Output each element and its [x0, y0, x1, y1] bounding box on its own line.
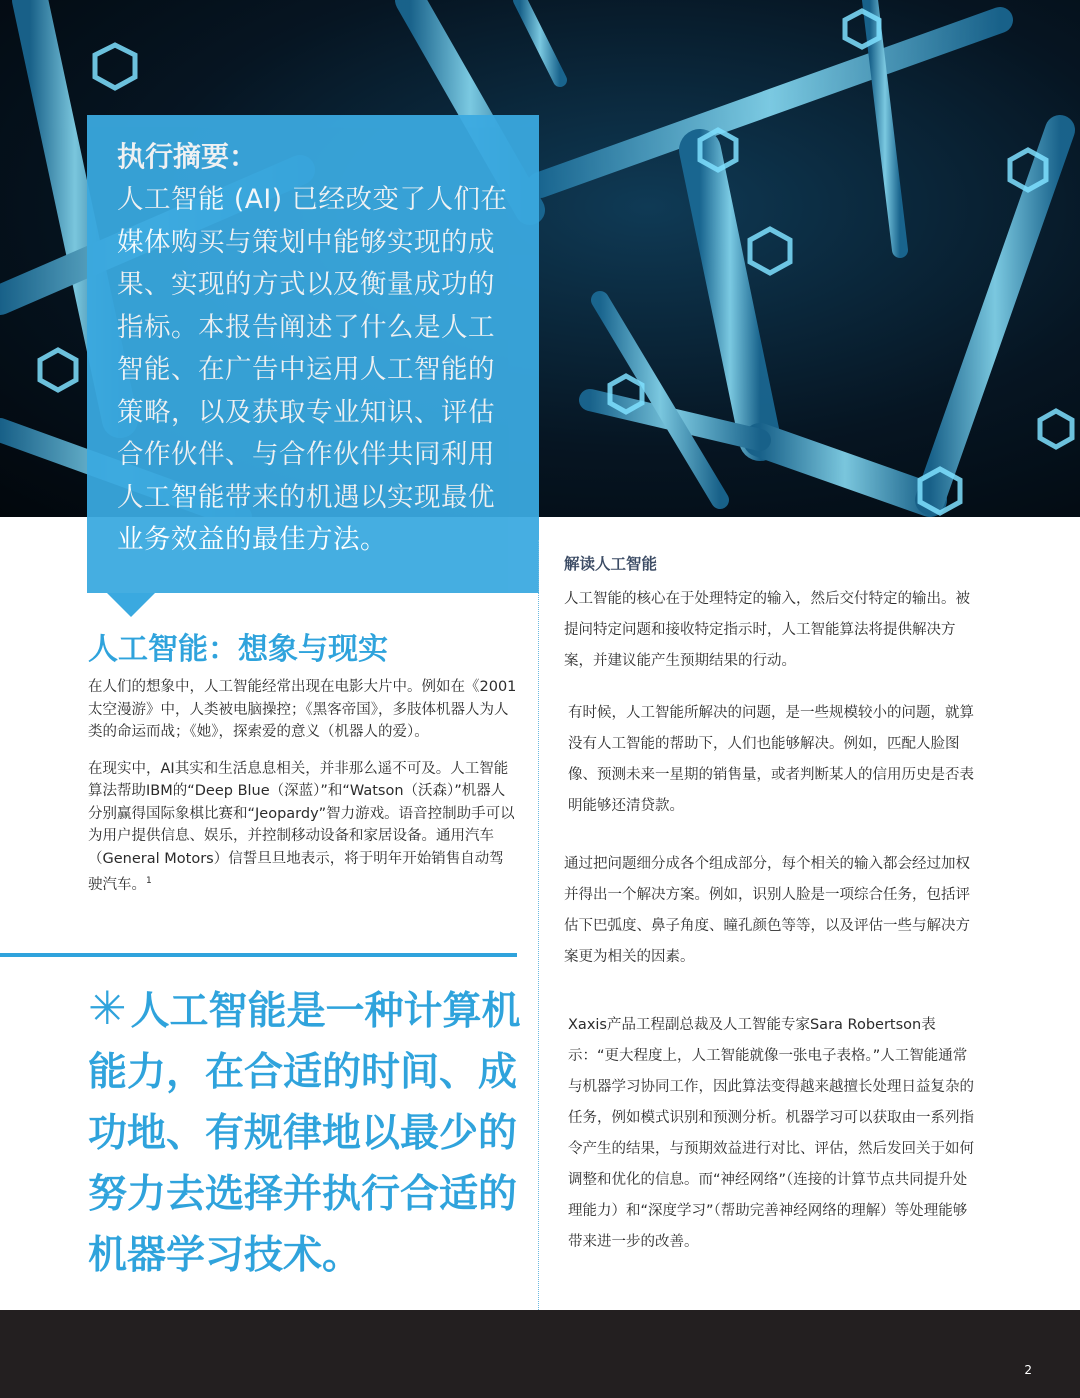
- asterisk-icon: ✳: [88, 981, 127, 1035]
- page-number: 2: [1024, 1363, 1032, 1377]
- right-heading: 解读人工智能: [564, 555, 658, 573]
- footnote-marker: 1: [146, 876, 152, 886]
- section-heading: 人工智能：想象与现实: [88, 632, 388, 667]
- right-paragraph-1: 人工智能的核心在于处理特定的输入，然后交付特定的输出。被提问特定问题和接收特定指示时，人工智能算法将提供解决方案，并建议能产生预期结果的行动。: [564, 591, 970, 669]
- left-paragraph-2: [88, 758, 518, 897]
- executive-summary-box: [87, 115, 539, 593]
- quote-divider: [0, 953, 517, 957]
- page-footer: [0, 1310, 1080, 1398]
- right-paragraph-3: 通过把问题细分成各个组成部分，每个相关的输入都会经过加权并得出一个解决方案。例如，识别人脸是一项综合任务，包括评估下巴弧度、鼻子角度、瞳孔颜色等等，以及评估一些与解决方案更为相关的因素。: [564, 856, 970, 965]
- left-column: [88, 628, 518, 910]
- left-paragraph-1: 在人们的想象中，人工智能经常出现在电影大片中。例如在《2001太空漫游》中，人类被电脑操控；《黑客帝国》，多肢体机器人为人类的命运而战；《她》，探索爱的意义（机器人的爱）。: [88, 679, 517, 740]
- right-column: [564, 552, 974, 1250]
- summary-text: 人工智能 (AI) 已经改变了人们在媒体购买与策划中能够实现的成果、实现的方式以及衡量成功的指标。本报告阐述了什么是人工智能、在广告中运用人工智能的策略，以及获取专业知识、评估合作伙伴、与合作伙伴共同利用人工智能带来的机遇以实现最优业务效益的最佳方法。: [117, 184, 508, 555]
- right-paragraph-2: 有时候，人工智能所解决的问题，是一些规模较小的问题，就算没有人工智能的帮助下，人们也能够解决。例如，匹配人脸图像、预测未来一星期的销售量，或者判断某人的信用历史是否表明能够还清贷款。: [568, 705, 974, 814]
- pull-quote: [88, 978, 528, 1286]
- summary-title: 执行摘要：: [117, 140, 258, 173]
- pull-quote-text: 人工智能是一种计算机能力，在合适的时间、成功地、有规律地以最少的努力去选择并执行合适的机器学习技术。: [88, 989, 521, 1278]
- left-paragraph-2-text: 在现实中，AI其实和生活息息相关，并非那么遥不可及。人工智能算法帮助IBM的“Deep Blue（深蓝）”和“Watson（沃森）”机器人分别赢得国际象棋比赛和“Jeopardy”智力游戏。语音控制助手可以为用户提供信息、娱乐，并控制移动设备和家居设备。通用汽车（General Motors）信誓旦旦地表示，将于明年开始销售自动驾驶汽车。: [88, 760, 515, 893]
- right-paragraph-4: Xaxis产品工程副总裁及人工智能专家Sara Robertson表示：“更大程度上，人工智能就像一张电子表格。”人工智能通常与机器学习协同工作，因此算法变得越来越擅长处理日益复杂的任务，例如模式识别和预测分析。机器学习可以获取由一系列指令产生的结果，与预期效益进行对比、评估，然后发回关于如何调整和优化的信息。而“神经网络”（连接的计算节点共同提升处理能力）和“深度学习”（帮助完善神经网络的理解）等处理能够带来进一步的改善。: [568, 1017, 974, 1250]
- column-divider: [538, 540, 539, 1310]
- summary-pointer-arrow: [107, 593, 155, 617]
